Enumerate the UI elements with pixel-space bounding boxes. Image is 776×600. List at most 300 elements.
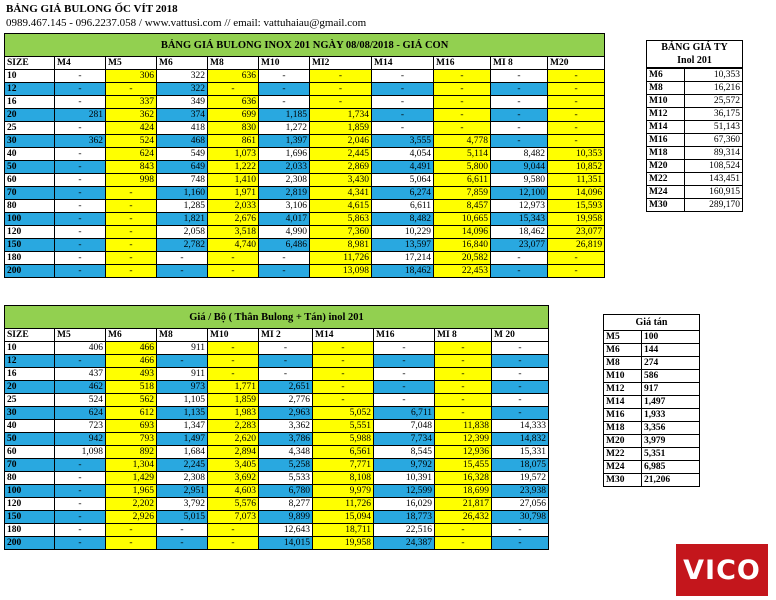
price-cell: 2,869	[310, 161, 372, 174]
price-cell: 2,894	[208, 446, 259, 459]
bolt-nut-set-price-table	[4, 305, 549, 550]
price-cell: -	[310, 83, 372, 96]
table-row	[5, 135, 605, 148]
table-row	[5, 122, 605, 135]
price-cell: -	[157, 537, 208, 550]
table1-title: BẢNG GIÁ BULONG INOX 201 NGÀY 08/08/2018 - GIÁ CON	[5, 34, 605, 57]
price-cell: -	[434, 109, 491, 122]
price-cell: -	[374, 355, 435, 368]
size-cell: M22	[647, 173, 685, 186]
price-cell: 3,692	[208, 472, 259, 485]
size-cell: M14	[647, 121, 685, 134]
price-cell: 25,572	[685, 95, 743, 108]
table-row	[5, 342, 549, 355]
price-cell: 7,360	[310, 226, 372, 239]
price-cell: 10,391	[374, 472, 435, 485]
price-cell: -	[55, 187, 106, 200]
price-cell: 1,135	[157, 407, 208, 420]
column-header: M4	[55, 57, 106, 70]
price-cell: 27,056	[492, 498, 549, 511]
price-cell: 14,333	[492, 420, 549, 433]
column-header: MI 8	[491, 57, 548, 70]
price-cell: 1,983	[208, 407, 259, 420]
size-cell: M30	[647, 199, 685, 212]
price-cell: 9,792	[374, 459, 435, 472]
price-cell: 16,328	[435, 472, 492, 485]
size-cell: M10	[647, 95, 685, 108]
price-cell: 11,726	[310, 252, 372, 265]
table-row	[5, 407, 549, 420]
price-cell: 1,105	[157, 394, 208, 407]
price-cell: -	[548, 265, 605, 278]
list-item	[604, 435, 700, 448]
price-cell: -	[106, 226, 157, 239]
table-row	[5, 187, 605, 200]
price-cell: 793	[106, 433, 157, 446]
size-cell: 40	[5, 148, 55, 161]
price-cell: 3,792	[157, 498, 208, 511]
table-row	[5, 485, 549, 498]
price-cell: -	[491, 70, 548, 83]
table-row	[5, 381, 549, 394]
price-cell: 16,029	[374, 498, 435, 511]
price-cell: 349	[157, 96, 208, 109]
price-cell: -	[491, 83, 548, 96]
price-cell: 5,551	[313, 420, 374, 433]
price-cell: 89,314	[685, 147, 743, 160]
size-cell: 12	[5, 83, 55, 96]
price-cell: -	[55, 252, 106, 265]
price-cell: 466	[106, 355, 157, 368]
price-cell: 518	[106, 381, 157, 394]
price-cell: -	[55, 70, 106, 83]
size-cell: 10	[5, 342, 55, 355]
price-cell: 8,482	[491, 148, 548, 161]
price-cell: -	[492, 537, 549, 550]
price-cell: 16,840	[434, 239, 491, 252]
price-cell: -	[55, 265, 106, 278]
price-cell: 30,798	[492, 511, 549, 524]
size-cell: 100	[5, 213, 55, 226]
size-cell: 150	[5, 511, 55, 524]
table-row	[5, 213, 605, 226]
price-cell: 5,800	[434, 161, 491, 174]
size-cell: 70	[5, 459, 55, 472]
price-cell: -	[492, 368, 549, 381]
price-cell: -	[548, 252, 605, 265]
price-cell: -	[157, 524, 208, 537]
price-cell: -	[208, 342, 259, 355]
price-cell: 18,773	[374, 511, 435, 524]
price-cell: 19,958	[313, 537, 374, 550]
price-cell: 418	[157, 122, 208, 135]
size-cell: M22	[604, 448, 642, 461]
price-cell: 693	[106, 420, 157, 433]
price-cell: 5,114	[434, 148, 491, 161]
list-item	[647, 68, 743, 82]
size-cell: M16	[647, 134, 685, 147]
list-item	[604, 357, 700, 370]
price-cell: -	[310, 96, 372, 109]
column-header: M8	[157, 329, 208, 342]
price-cell: 9,899	[259, 511, 313, 524]
rod-table-title-line2: Inol 201	[677, 55, 712, 66]
price-cell: -	[434, 83, 491, 96]
column-header: M5	[55, 329, 106, 342]
price-cell: -	[106, 252, 157, 265]
price-cell: 5,015	[157, 511, 208, 524]
size-cell: 20	[5, 109, 55, 122]
price-cell: 15,343	[491, 213, 548, 226]
price-cell: -	[491, 122, 548, 135]
table-row	[5, 524, 549, 537]
price-cell: -	[55, 459, 106, 472]
price-cell: 11,838	[435, 420, 492, 433]
price-cell: 100	[642, 331, 700, 344]
price-cell: 23,938	[492, 485, 549, 498]
size-cell: 16	[5, 368, 55, 381]
price-cell: 289,170	[685, 199, 743, 212]
price-cell: 1,684	[157, 446, 208, 459]
price-cell: 524	[106, 135, 157, 148]
threaded-rod-price-table	[646, 40, 743, 212]
price-cell: 18,711	[313, 524, 374, 537]
price-cell: 2,445	[310, 148, 372, 161]
price-cell: 3,356	[642, 422, 700, 435]
size-cell: M18	[604, 422, 642, 435]
price-cell: -	[372, 109, 434, 122]
price-cell: -	[106, 213, 157, 226]
size-cell: M12	[604, 383, 642, 396]
price-cell: -	[434, 70, 491, 83]
price-cell: 2,651	[259, 381, 313, 394]
price-cell: 15,094	[313, 511, 374, 524]
price-cell: -	[492, 394, 549, 407]
size-cell: M24	[647, 186, 685, 199]
price-cell: 9,979	[313, 485, 374, 498]
list-item	[647, 199, 743, 212]
price-cell: 8,545	[374, 446, 435, 459]
size-cell: M30	[604, 474, 642, 487]
price-cell: 19,958	[548, 213, 605, 226]
price-cell: 5,258	[259, 459, 313, 472]
price-cell: 5,576	[208, 498, 259, 511]
price-cell: -	[208, 83, 259, 96]
size-cell: 120	[5, 498, 55, 511]
price-cell: 6,611	[372, 200, 434, 213]
price-cell: -	[157, 265, 208, 278]
nut-table-title: Giá tán	[604, 315, 700, 331]
column-header: M6	[157, 57, 208, 70]
size-cell: 30	[5, 135, 55, 148]
price-cell: -	[106, 83, 157, 96]
price-cell: 830	[208, 122, 259, 135]
column-header: MI2	[310, 57, 372, 70]
price-cell: -	[435, 407, 492, 420]
price-cell: 7,771	[313, 459, 374, 472]
price-cell: -	[259, 70, 310, 83]
price-cell: 337	[106, 96, 157, 109]
price-cell: 2,033	[259, 161, 310, 174]
list-item	[647, 160, 743, 173]
table-row	[5, 148, 605, 161]
price-cell: 2,033	[208, 200, 259, 213]
price-cell: 144	[642, 344, 700, 357]
price-cell: -	[55, 239, 106, 252]
price-cell: 468	[157, 135, 208, 148]
price-cell: 26,432	[435, 511, 492, 524]
price-cell: -	[106, 200, 157, 213]
price-cell: -	[157, 355, 208, 368]
rod-table-title	[647, 41, 743, 69]
table-row	[5, 239, 605, 252]
price-cell: 4,017	[259, 213, 310, 226]
price-cell: -	[491, 96, 548, 109]
table-row	[5, 70, 605, 83]
nut-price-table	[603, 314, 700, 487]
price-cell: 493	[106, 368, 157, 381]
size-cell: M16	[604, 409, 642, 422]
price-cell: 4,615	[310, 200, 372, 213]
price-cell: -	[259, 342, 313, 355]
price-cell: -	[208, 355, 259, 368]
price-cell: 4,348	[259, 446, 313, 459]
price-cell: 4,603	[208, 485, 259, 498]
price-cell: 160,915	[685, 186, 743, 199]
price-cell: -	[55, 122, 106, 135]
price-cell: 3,786	[259, 433, 313, 446]
price-cell: 11,351	[548, 174, 605, 187]
price-cell: 1,285	[157, 200, 208, 213]
price-cell: 36,175	[685, 108, 743, 121]
vico-logo: VICO	[676, 544, 768, 596]
price-cell: 973	[157, 381, 208, 394]
price-cell: 462	[55, 381, 106, 394]
price-cell: -	[157, 252, 208, 265]
price-cell: 4,740	[208, 239, 259, 252]
column-header: M20	[548, 57, 605, 70]
list-item	[604, 331, 700, 344]
price-cell: 6,486	[259, 239, 310, 252]
price-cell: 748	[157, 174, 208, 187]
table-row	[5, 355, 549, 368]
size-cell: M20	[647, 160, 685, 173]
page-title: BẢNG GIÁ BULONG ỐC VÍT 2018	[6, 3, 178, 15]
size-cell: 25	[5, 394, 55, 407]
price-cell: 12,973	[491, 200, 548, 213]
price-cell: 612	[106, 407, 157, 420]
price-cell: -	[434, 122, 491, 135]
price-cell: -	[434, 96, 491, 109]
price-cell: -	[435, 381, 492, 394]
price-cell: 911	[157, 368, 208, 381]
price-cell: 586	[642, 370, 700, 383]
table-row	[5, 83, 605, 96]
price-cell: 3,362	[259, 420, 313, 433]
size-cell: 10	[5, 70, 55, 83]
price-cell: -	[374, 381, 435, 394]
price-cell: -	[259, 252, 310, 265]
price-cell: -	[55, 524, 106, 537]
price-cell: 843	[106, 161, 157, 174]
price-cell: 14,096	[434, 226, 491, 239]
price-cell: 911	[157, 342, 208, 355]
size-cell: M6	[604, 344, 642, 357]
rod-table-title-line1: BẢNG GIÁ TY	[661, 42, 728, 53]
table-row	[5, 161, 605, 174]
price-cell: -	[313, 394, 374, 407]
price-cell: -	[548, 109, 605, 122]
size-cell: M24	[604, 461, 642, 474]
price-cell: 374	[157, 109, 208, 122]
price-cell: 281	[55, 109, 106, 122]
price-cell: 7,073	[208, 511, 259, 524]
price-cell: -	[492, 342, 549, 355]
price-cell: 26,819	[548, 239, 605, 252]
price-cell: 1,497	[642, 396, 700, 409]
price-cell: 1,859	[208, 394, 259, 407]
price-cell: 322	[157, 83, 208, 96]
table-row	[5, 109, 605, 122]
price-cell: 10,852	[548, 161, 605, 174]
price-cell: -	[208, 265, 259, 278]
price-cell: 1,272	[259, 122, 310, 135]
contact-line: 0989.467.145 - 096.2237.058 / www.vattusi.com // email: vattuhaiau@gmail.com	[6, 17, 367, 29]
table-row	[5, 265, 605, 278]
price-cell: 524	[55, 394, 106, 407]
price-cell: -	[55, 511, 106, 524]
price-cell: 3,405	[208, 459, 259, 472]
size-cell: 80	[5, 200, 55, 213]
price-cell: 406	[55, 342, 106, 355]
size-cell: 180	[5, 252, 55, 265]
price-cell: 1,821	[157, 213, 208, 226]
table-row	[5, 394, 549, 407]
price-cell: 2,676	[208, 213, 259, 226]
price-cell: 1,965	[106, 485, 157, 498]
price-cell: -	[259, 265, 310, 278]
price-cell: 437	[55, 368, 106, 381]
size-cell: 12	[5, 355, 55, 368]
price-cell: 1,410	[208, 174, 259, 187]
price-cell: -	[492, 407, 549, 420]
price-cell: 2,245	[157, 459, 208, 472]
price-cell: 4,054	[372, 148, 434, 161]
price-cell: 549	[157, 148, 208, 161]
price-cell: -	[492, 381, 549, 394]
price-cell: 942	[55, 433, 106, 446]
price-cell: 3,518	[208, 226, 259, 239]
price-cell: 2,202	[106, 498, 157, 511]
inox-bolt-price-table	[4, 33, 605, 278]
price-cell: 424	[106, 122, 157, 135]
price-cell: 1,429	[106, 472, 157, 485]
price-cell: 22,516	[374, 524, 435, 537]
table-row	[5, 368, 549, 381]
price-cell: 12,936	[435, 446, 492, 459]
price-cell: -	[492, 524, 549, 537]
price-cell: 5,533	[259, 472, 313, 485]
size-cell: 200	[5, 265, 55, 278]
price-cell: -	[492, 355, 549, 368]
size-cell: 60	[5, 446, 55, 459]
price-cell: -	[106, 239, 157, 252]
size-cell: 50	[5, 161, 55, 174]
price-cell: 699	[208, 109, 259, 122]
size-cell: M14	[604, 396, 642, 409]
price-cell: 12,599	[374, 485, 435, 498]
price-cell: 6,274	[372, 187, 434, 200]
price-cell: -	[55, 213, 106, 226]
price-cell: 1,859	[310, 122, 372, 135]
list-item	[604, 344, 700, 357]
list-item	[647, 173, 743, 186]
price-cell: -	[310, 70, 372, 83]
price-cell: -	[55, 226, 106, 239]
price-cell: 322	[157, 70, 208, 83]
size-column-header: SIZE	[5, 329, 55, 342]
price-cell: 362	[106, 109, 157, 122]
price-cell: 624	[55, 407, 106, 420]
list-item	[647, 121, 743, 134]
size-cell: 40	[5, 420, 55, 433]
price-cell: 67,360	[685, 134, 743, 147]
price-cell: 892	[106, 446, 157, 459]
size-cell: 180	[5, 524, 55, 537]
price-cell: -	[55, 355, 106, 368]
price-cell: -	[55, 472, 106, 485]
price-cell: 636	[208, 96, 259, 109]
price-cell: 8,108	[313, 472, 374, 485]
price-cell: 18,699	[435, 485, 492, 498]
price-cell: 2,926	[106, 511, 157, 524]
price-cell: -	[208, 252, 259, 265]
price-cell: -	[435, 524, 492, 537]
price-cell: -	[259, 355, 313, 368]
price-cell: 11,726	[313, 498, 374, 511]
price-cell: 6,611	[434, 174, 491, 187]
price-cell: 12,399	[435, 433, 492, 446]
price-cell: 1,734	[310, 109, 372, 122]
price-cell: 861	[208, 135, 259, 148]
list-item	[604, 461, 700, 474]
price-cell: 2,951	[157, 485, 208, 498]
price-cell: 23,077	[491, 239, 548, 252]
price-cell: -	[106, 524, 157, 537]
price-cell: 19,572	[492, 472, 549, 485]
price-cell: 1,397	[259, 135, 310, 148]
price-cell: 649	[157, 161, 208, 174]
price-cell: 14,832	[492, 433, 549, 446]
price-cell: 5,351	[642, 448, 700, 461]
price-cell: -	[374, 368, 435, 381]
list-item	[647, 108, 743, 121]
price-cell: 14,096	[548, 187, 605, 200]
price-cell: 21,206	[642, 474, 700, 487]
price-cell: 7,859	[434, 187, 491, 200]
price-cell: 2,620	[208, 433, 259, 446]
price-cell: 12,643	[259, 524, 313, 537]
price-cell: 4,990	[259, 226, 310, 239]
price-cell: 3,430	[310, 174, 372, 187]
price-cell: -	[208, 524, 259, 537]
size-cell: M12	[647, 108, 685, 121]
column-header: M14	[313, 329, 374, 342]
price-cell: 7,734	[374, 433, 435, 446]
price-cell: 108,524	[685, 160, 743, 173]
column-header: M16	[434, 57, 491, 70]
price-cell: 6,561	[313, 446, 374, 459]
